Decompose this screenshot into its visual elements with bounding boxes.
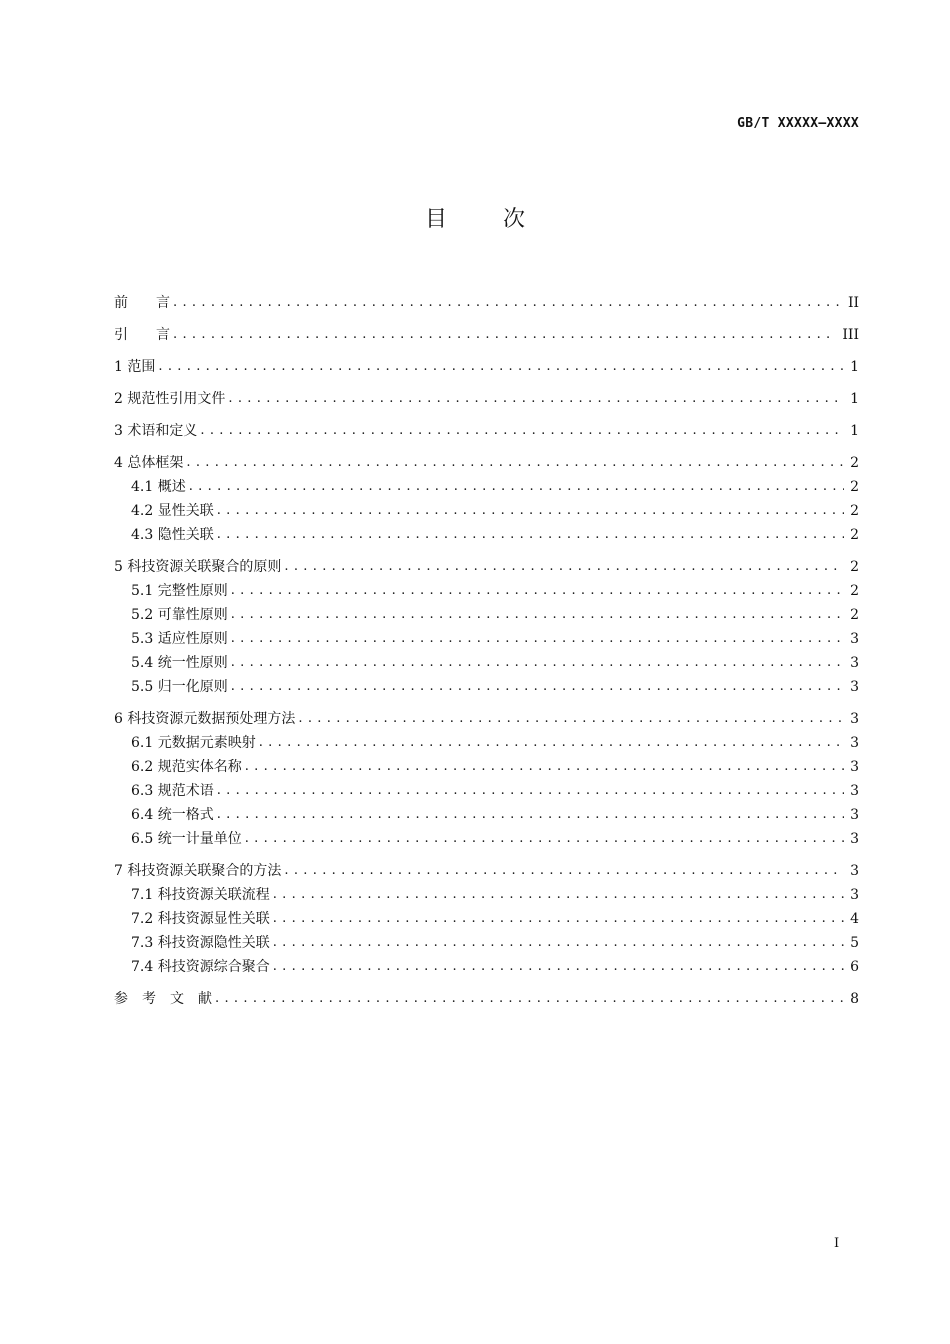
toc-entry-page: 8: [850, 991, 859, 1007]
toc-entry-page: II: [847, 295, 859, 311]
toc-entry-page: 2: [850, 559, 859, 575]
toc-entry-page: 3: [850, 759, 859, 775]
page-title: 目次: [424, 207, 581, 232]
toc-leader-dots: [284, 558, 844, 576]
toc-entry-page: 4: [850, 911, 859, 927]
toc-leader-dots: [231, 606, 844, 624]
toc-entry[interactable]: [114, 776, 859, 800]
toc-leader-dots: [186, 454, 844, 472]
toc-entry-label: 前 言: [114, 295, 170, 311]
toc-entry-page: 2: [850, 455, 859, 471]
toc-entry[interactable]: [114, 448, 859, 472]
toc-entry-label: 3 术语和定义: [114, 423, 198, 439]
toc-leader-dots: [189, 478, 844, 496]
toc-entry-label: 7 科技资源关联聚合的方法: [114, 863, 282, 879]
toc-leader-dots: [231, 654, 844, 672]
toc-leader-dots: [173, 326, 836, 344]
toc-leader-dots: [231, 678, 844, 696]
toc-entry-label: 7.2 科技资源显性关联: [131, 911, 270, 927]
toc-entry-page: 1: [850, 391, 859, 407]
toc-entry-label: 6.3 规范术语: [131, 783, 214, 799]
toc-leader-dots: [273, 910, 844, 928]
toc-entry-label: 7.3 科技资源隐性关联: [131, 935, 270, 951]
toc-leader-dots: [217, 806, 844, 824]
toc-entry-label: 6 科技资源元数据预处理方法: [114, 711, 296, 727]
toc-entry-label: 6.1 元数据元素映射: [131, 735, 256, 751]
toc-leader-dots: [217, 782, 844, 800]
toc-entry-page: 2: [850, 583, 859, 599]
toc-entry[interactable]: [114, 352, 859, 376]
toc-entry-label: 4 总体框架: [114, 455, 184, 471]
toc-leader-dots: [298, 710, 844, 728]
toc-entry[interactable]: [114, 984, 859, 1008]
toc-entry-label: 6.4 统一格式: [131, 807, 214, 823]
toc-entry[interactable]: [114, 576, 859, 600]
toc-entry-page: 2: [850, 607, 859, 623]
toc-entry-page: 2: [850, 479, 859, 495]
toc-leader-dots: [217, 526, 844, 544]
toc-leader-dots: [215, 990, 844, 1008]
toc-entry-page: 6: [850, 959, 859, 975]
toc-entry[interactable]: [114, 752, 859, 776]
toc-entry-page: 1: [850, 423, 859, 439]
toc-entry-label: 4.2 显性关联: [131, 503, 214, 519]
toc-entry[interactable]: [114, 672, 859, 696]
toc-entry-page: 3: [850, 783, 859, 799]
standard-code: GB/T XXXXX—XXXX: [737, 116, 859, 131]
toc-leader-dots: [231, 582, 844, 600]
toc-leader-dots: [217, 502, 844, 520]
toc-entry[interactable]: [114, 552, 859, 576]
toc-entry-label: 2 规范性引用文件: [114, 391, 226, 407]
toc-entry-page: 3: [850, 807, 859, 823]
toc-entry-page: 1: [850, 359, 859, 375]
toc-leader-dots: [158, 358, 844, 376]
toc-entry-label: 7.4 科技资源综合聚合: [131, 959, 270, 975]
toc-leader-dots: [284, 862, 844, 880]
toc-leader-dots: [273, 886, 844, 904]
toc-entry-page: 3: [850, 711, 859, 727]
page-number: I: [834, 1236, 840, 1251]
toc-entry[interactable]: [114, 800, 859, 824]
toc-entry[interactable]: [114, 416, 859, 440]
toc-leader-dots: [273, 934, 844, 952]
toc-leader-dots: [200, 422, 844, 440]
toc-entry-page: 3: [850, 735, 859, 751]
toc-entry-label: 5.3 适应性原则: [131, 631, 228, 647]
toc-leader-dots: [173, 294, 842, 312]
toc-leader-dots: [228, 390, 844, 408]
toc-entry-page: III: [842, 327, 859, 343]
toc-entry-page: 3: [850, 831, 859, 847]
toc-entry-label: 参 考 文 献: [114, 991, 212, 1007]
toc-entry-label: 5.1 完整性原则: [131, 583, 228, 599]
toc-entry-label: 5.2 可靠性原则: [131, 607, 228, 623]
toc-entry[interactable]: [114, 624, 859, 648]
toc-entry-page: 3: [850, 631, 859, 647]
toc-entry[interactable]: [114, 952, 859, 976]
toc-entry[interactable]: [114, 648, 859, 672]
toc-entry[interactable]: [114, 928, 859, 952]
toc-leader-dots: [273, 958, 844, 976]
toc-entry[interactable]: [114, 472, 859, 496]
toc-entry[interactable]: [114, 704, 859, 728]
toc-entry-label: 6.2 规范实体名称: [131, 759, 242, 775]
toc-entry-label: 7.1 科技资源关联流程: [131, 887, 270, 903]
toc-leader-dots: [245, 758, 844, 776]
toc-entry-page: 5: [850, 935, 859, 951]
toc-entry[interactable]: [114, 600, 859, 624]
toc-entry[interactable]: [114, 384, 859, 408]
toc-leader-dots: [231, 630, 844, 648]
toc-entry[interactable]: [114, 824, 859, 848]
toc-entry-label: 6.5 统一计量单位: [131, 831, 242, 847]
toc-entry[interactable]: [114, 880, 859, 904]
toc-entry-page: 3: [850, 863, 859, 879]
toc-entry-label: 引 言: [114, 327, 170, 343]
toc-entry-page: 3: [850, 655, 859, 671]
table-of-contents: [114, 288, 859, 1008]
toc-entry-page: 3: [850, 679, 859, 695]
toc-entry[interactable]: [114, 904, 859, 928]
toc-entry-page: 2: [850, 527, 859, 543]
toc-entry-page: 2: [850, 503, 859, 519]
toc-entry-page: 3: [850, 887, 859, 903]
toc-entry-label: 5.5 归一化原则: [131, 679, 228, 695]
toc-entry[interactable]: [114, 856, 859, 880]
toc-leader-dots: [245, 830, 844, 848]
toc-leader-dots: [259, 734, 844, 752]
toc-entry[interactable]: [114, 728, 859, 752]
toc-entry-label: 4.1 概述: [131, 479, 186, 495]
toc-entry[interactable]: [114, 288, 859, 312]
toc-entry[interactable]: [114, 320, 859, 344]
toc-entry[interactable]: [114, 520, 859, 544]
toc-entry-label: 1 范围: [114, 359, 156, 375]
toc-entry[interactable]: [114, 496, 859, 520]
toc-entry-label: 5.4 统一性原则: [131, 655, 228, 671]
toc-entry-label: 5 科技资源关联聚合的原则: [114, 559, 282, 575]
toc-entry-label: 4.3 隐性关联: [131, 527, 214, 543]
